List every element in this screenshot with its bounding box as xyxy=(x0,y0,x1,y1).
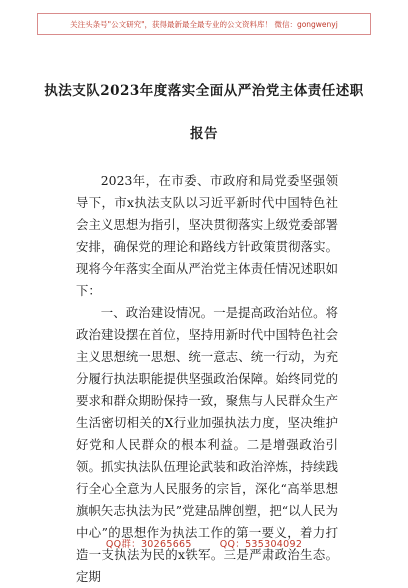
paragraph: 2023年，在市委、市政府和局党委坚强领导下，市x执法支队以习近平新时代中国特色社会主义思想为指引，坚决贯彻落实上级党委部署安排，确保党的理论和路线方针政策贯彻落实。现将今年落实全面从严治党主体责任情况述职如下： xyxy=(76,173,338,298)
document-body xyxy=(76,170,338,588)
document-title: 执法支队2023年度落实全面从严治党主体责任述职 xyxy=(44,83,364,99)
footer-contact xyxy=(0,536,408,550)
qq-group: QQ群：30265665 xyxy=(105,539,192,550)
paragraph: 一、政治建设情况。一是提高政治站位。将政治建设摆在首位，坚持用新时代中国特色社会主义思想统一思想、统一意志、统一行动，为充分履行执法职能提供坚强政治保障。始终同党的要求和群众期盼保持一致，聚焦与人民群众生产生活密切相关的X行业加强执法力度，坚决维护好党和人民群众的根本利益。二是增强政治引领。抓实执法队伍理论武装和政治淬炼，持续践行全心全意为人民服务的宗旨，深化“高举思想旗帜矢志执法为民”党建品牌创塑，把“以人民为中心”的思想作为执法工作的第一要义，着力打造一支执法为民的x铁军。三是严肃政治生态。定期 xyxy=(76,305,338,584)
qq-number: QQ：535304092 xyxy=(219,539,303,550)
header-banner: 关注头条号"公文研究"，获得最新最全最专业的公文资料库！ 微信：gongwenyj xyxy=(37,13,371,35)
document-title-continuation: 报告 xyxy=(190,126,218,142)
